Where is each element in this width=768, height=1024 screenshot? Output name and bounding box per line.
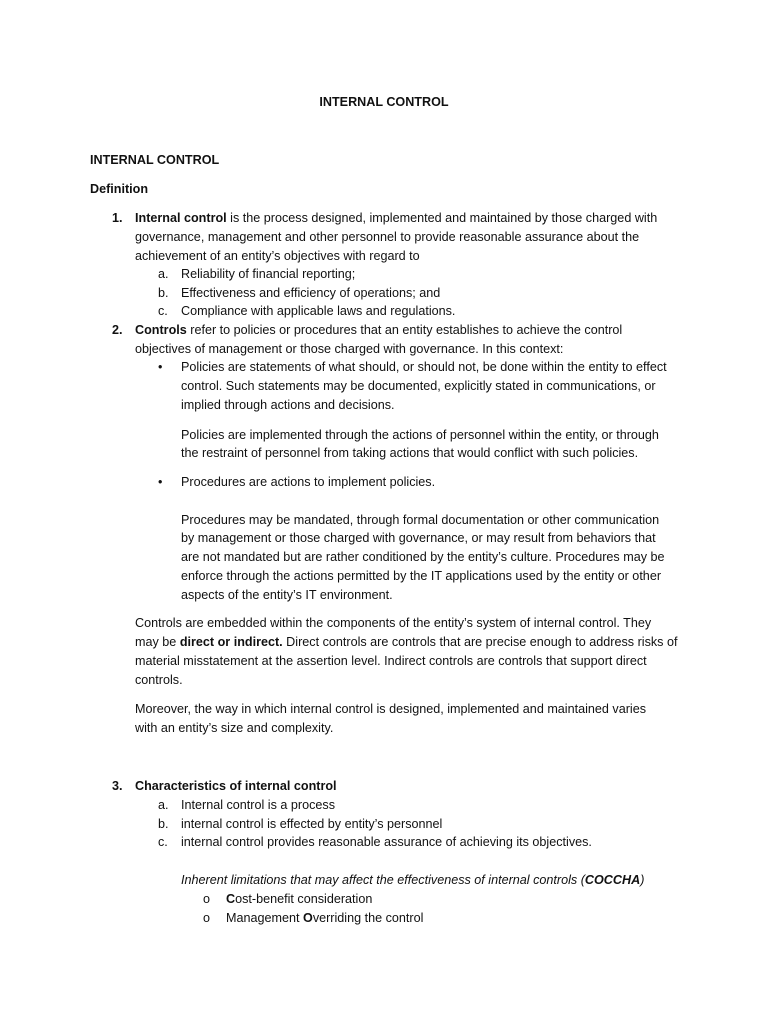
item-2-line-1 (135, 321, 622, 339)
limitation-2-rest: verriding the control (312, 911, 424, 925)
bullet-1-para-2-line-1: Policies are implemented through the actions of personnel within the entity, or through (181, 428, 659, 442)
item-1-sub-a-label: a. (158, 267, 169, 281)
bullet-2-para-2-line-2: by management or those charged with governance, or may result from behaviors that (181, 531, 656, 545)
item-1-number: 1. (112, 211, 123, 225)
embedded-para-line-3: material misstatement at the assertion level. Indirect controls are controls that support direct (135, 654, 647, 668)
item-1-line-2: governance, management and other personnel to provide reasonable assurance about the (135, 230, 640, 244)
item-1-line-3: achievement of an entity’s objectives with regard to (135, 249, 420, 263)
bullet-2-para-2-line-3: are not mandated but are rather conditioned by the entity’s culture. Procedures may be (181, 550, 665, 564)
item-3-heading: Characteristics of internal control (135, 779, 337, 793)
bullet-1-line-1: Policies are statements of what should, or should not, be done within the entity to effect (181, 360, 667, 374)
direct-or-indirect-term: direct or indirect. (179, 635, 283, 649)
item-2-number: 2. (112, 323, 123, 337)
bullet-1-para-2-line-2: the restraint of personnel from taking actions that would conflict with such policies. (181, 446, 639, 460)
limitation-2-pre: Management (226, 911, 304, 925)
item-2-line-1-rest: refer to policies or procedures that an entity establishes to achieve the control (186, 323, 623, 337)
limitation-1-rest: ost-benefit consideration (235, 892, 373, 906)
bullet-2-line-1: Procedures are actions to implement policies. (181, 475, 436, 489)
limitations-heading-pre: Inherent limitations that may affect the effectiveness of internal controls ( (181, 873, 585, 887)
item-3-sub-c-label: c. (158, 835, 168, 849)
item-3-sub-a-label: a. (158, 798, 169, 812)
bullet-2-para-2-line-4: enforce through the actions permitted by the IT applications used by the entity or other (181, 569, 662, 583)
bullet-2-para-2-line-5: aspects of the entity’s IT environment. (181, 588, 393, 602)
limitation-2-text (226, 909, 423, 927)
item-1-sub-c-text: Compliance with applicable laws and regulations. (181, 304, 456, 318)
item-1-line-1 (135, 209, 657, 227)
item-1-sub-b-text: Effectiveness and efficiency of operations; and (181, 286, 441, 300)
limitation-2-bullet: o (203, 911, 211, 925)
moreover-para-line-2: with an entity’s size and complexity. (135, 721, 334, 735)
moreover-para-line-1: Moreover, the way in which internal control is designed, implemented and maintained varies (135, 702, 647, 716)
item-1-term: Internal control (135, 211, 227, 225)
limitation-1-initial: C (226, 892, 236, 906)
item-3-sub-c-text: internal control provides reasonable assurance of achieving its objectives. (181, 835, 592, 849)
item-1-sub-b-label: b. (158, 286, 169, 300)
section-heading: INTERNAL CONTROL (90, 153, 220, 167)
limitations-heading-post: ) (640, 873, 645, 887)
embedded-para-line-1: Controls are embedded within the components of the entity’s system of internal control. They (135, 616, 652, 630)
item-1-line-1-rest: is the process designed, implemented and maintained by those charged with (226, 211, 658, 225)
item-3-sub-a-text: Internal control is a process (181, 798, 335, 812)
limitation-1-text (226, 890, 372, 908)
bullet-1-line-2: control. Such statements may be documented, explicitly stated in communications, or (181, 379, 656, 393)
bullet-2-glyph: • (158, 475, 163, 489)
coccha-acronym: COCCHA (584, 873, 641, 887)
embedded-para-line-2-pre: may be (135, 635, 180, 649)
item-1-sub-a-text: Reliability of financial reporting; (181, 267, 356, 281)
item-2-term: Controls (135, 323, 187, 337)
definition-subheading: Definition (90, 182, 149, 196)
limitations-heading (181, 871, 644, 889)
page-title: INTERNAL CONTROL (319, 95, 449, 109)
limitation-1-bullet: o (203, 892, 211, 906)
item-1-sub-c-label: c. (158, 304, 168, 318)
item-2-line-2: objectives of management or those charged with governance. In this context: (135, 342, 564, 356)
embedded-para-line-4: controls. (135, 673, 183, 687)
item-3-number: 3. (112, 779, 123, 793)
bullet-1-line-3: implied through actions and decisions. (181, 398, 395, 412)
bullet-2-para-2-line-1: Procedures may be mandated, through formal documentation or other communication (181, 513, 660, 527)
item-3-sub-b-label: b. (158, 817, 169, 831)
embedded-para-line-2-post: Direct controls are controls that are precise enough to address risks of (282, 635, 678, 649)
item-3-sub-b-text: internal control is effected by entity’s personnel (181, 817, 443, 831)
embedded-para-line-2 (135, 633, 677, 651)
bullet-1-glyph: • (158, 360, 163, 374)
limitation-2-initial: O (303, 911, 313, 925)
